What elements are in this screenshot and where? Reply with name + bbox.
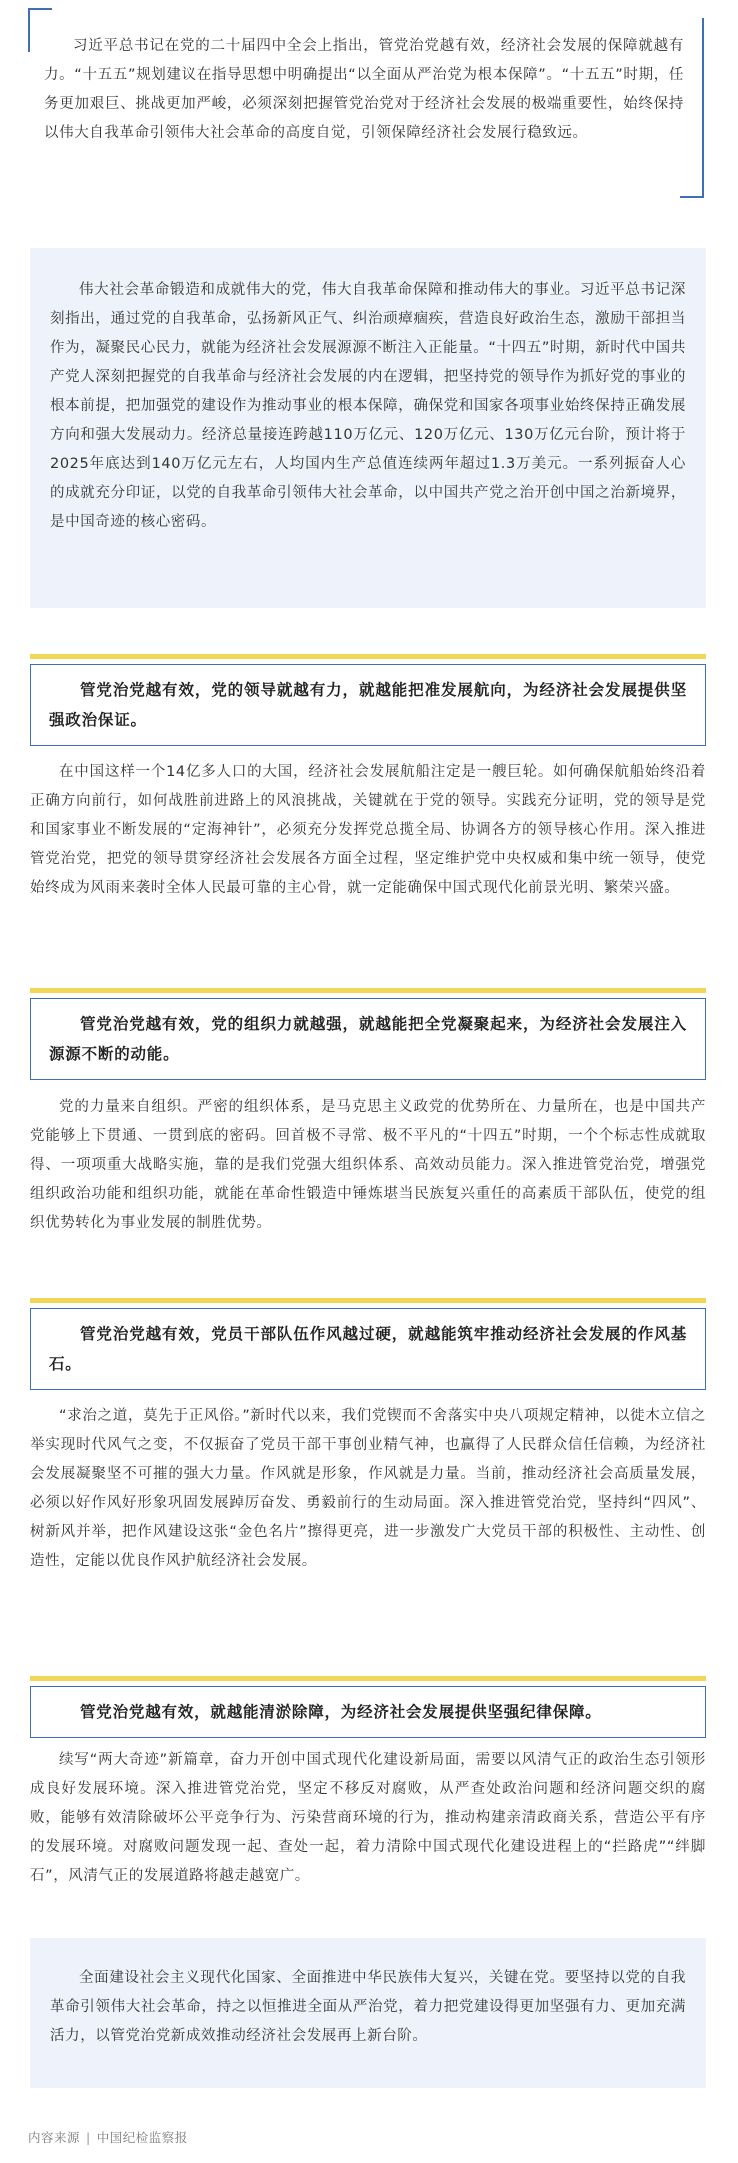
section-heading-text: 管党治党越有效，党员干部队伍作风越过硬，就越能筑牢推动经济社会发展的作风基石。 (49, 1325, 687, 1373)
section-body-3 (30, 1402, 706, 1576)
section-body-1 (30, 758, 706, 903)
section-body-2 (30, 1093, 706, 1238)
source-separator: | (86, 2130, 91, 2145)
content-source (28, 2128, 188, 2146)
section-paragraph: 续写“两大奇迹”新篇章，奋力开创中国式现代化建设新局面，需要以风清气正的政治生态引领形成良好发展环境。深入推进管党治党，坚定不移反对腐败，从严查处政治问题和经济问题交织的腐败，能够有效清除破坏公平竞争行为、污染营商环境的行为，推动构建亲清政商关系，营造公平有序的发展环境。对腐败问题发现一起、查处一起，着力清除中国式现代化建设进程上的“拦路虎”“绊脚石”，风清气正的发展道路将越走越宽广。 (30, 1752, 706, 1884)
section-body-4 (30, 1746, 706, 1891)
context-panel (30, 248, 706, 608)
intro-paragraph: 习近平总书记在党的二十届四中全会上指出，管党治党越有效，经济社会发展的保障就越有力。“十五五”规划建议在指导思想中明确提出“以全面从严治党为根本保障”。“十五五”时期，任务更加艰巨、挑战更加严峻，必须深刻把握管党治党对于经济社会发展的极端重要性，始终保持以伟大自我革命引领伟大社会革命的高度自觉，引领保障经济社会发展行稳致远。 (44, 38, 684, 141)
section-paragraph: 党的力量来自组织。严密的组织体系，是马克思主义政党的优势所在、力量所在，也是中国共产党能够上下贯通、一贯到底的密码。回首极不寻常、极不平凡的“十四五”时期，一个个标志性成就取得、一项项重大战略实施，靠的是我们党强大组织体系、高效动员能力。深入推进管党治党，增强党组织政治功能和组织功能，就能在革命性锻造中锤炼堪当民族复兴重任的高素质干部队伍，使党的组织优势转化为事业发展的制胜优势。 (30, 1099, 706, 1231)
section-heading-box (30, 664, 706, 746)
section-heading-2 (30, 988, 706, 1080)
source-value: 中国纪检监察报 (96, 2130, 188, 2145)
section-paragraph: 在中国这样一个14亿多人口的大国，经济社会发展航船注定是一艘巨轮。如何确保航船始终沿着正确方向前行，如何战胜前进路上的风浪挑战，关键就在于党的领导。实践充分证明，党的领导是党和国家事业不断发展的“定海神针”，必须充分发挥党总揽全局、协调各方的领导核心作用。深入推进管党治党，把党的领导贯穿经济社会发展各方面全过程，坚定维护党中央权威和集中统一领导，使党始终成为风雨来袭时全体人民最可靠的主心骨，就一定能确保中国式现代化前景光明、繁荣兴盛。 (30, 764, 706, 896)
conclusion-panel (30, 1938, 706, 2088)
section-heading-text: 管党治党越有效，党的组织力就越强，就越能把全党凝聚起来，为经济社会发展注入源源不断的动能。 (49, 1015, 687, 1063)
section-heading-text: 管党治党越有效，就越能清淤除障，为经济社会发展提供坚强纪律保障。 (80, 1703, 602, 1721)
section-paragraph: “求治之道，莫先于正风俗。”新时代以来，我们党锲而不舍落实中央八项规定精神，以徙木立信之举实现时代风气之变，不仅振奋了党员干部干事创业精气神，也赢得了人民群众信任信赖，为经济社会发展凝聚坚不可摧的强大力量。作风就是形象，作风就是力量。当前，推动经济社会高质量发展，必须以好作风好形象巩固发展踔厉奋发、勇毅前行的生动局面。深入推进管党治党，坚持纠“四风”、树新风并举，把作风建设这张“金色名片”擦得更亮，进一步激发广大党员干部的积极性、主动性、创造性，定能以优良作风护航经济社会发展。 (30, 1408, 706, 1569)
conclusion-paragraph: 全面建设社会主义现代化国家、全面推进中华民族伟大复兴，关键在党。要坚持以党的自我革命引领伟大社会革命，持之以恒推进全面从严治党，着力把党建设得更加坚强有力、更加充满活力，以管党治党新成效推动经济社会发展再上新台阶。 (50, 1970, 686, 2044)
section-heading-box (30, 1686, 706, 1738)
section-heading-box (30, 1308, 706, 1390)
section-heading-text: 管党治党越有效，党的领导就越有力，就越能把准发展航向，为经济社会发展提供坚强政治保证。 (49, 681, 687, 729)
section-heading-1 (30, 654, 706, 746)
context-paragraph: 伟大社会革命锻造和成就伟大的党，伟大自我革命保障和推动伟大的事业。习近平总书记深刻指出，通过党的自我革命，弘扬新风正气、纠治顽瘴痼疾，营造良好政治生态，激励干部担当作为，凝聚民心民力，就能为经济社会发展源源不断注入正能量。“十四五”时期，新时代中国共产党人深刻把握党的自我革命与经济社会发展的内在逻辑，把坚持党的领导作为抓好党的事业的根本前提，把加强党的建设作为推动事业的根本保障，确保党和国家各项事业始终保持正确发展方向和强大发展动力。经济总量接连跨越110万亿元、120万亿元、130万亿元台阶，预计将于2025年底达到140万亿元左右，人均国内生产总值连续两年超过1.3万美元。一系列振奋人心的成就充分印证，以党的自我革命引领伟大社会革命，以中国共产党之治开创中国之治新境界，是中国奇迹的核心密码。 (50, 282, 686, 530)
section-heading-box (30, 998, 706, 1080)
section-heading-3 (30, 1298, 706, 1390)
source-label: 内容来源 (28, 2130, 81, 2145)
section-heading-4 (30, 1676, 706, 1738)
intro-block (28, 8, 704, 198)
